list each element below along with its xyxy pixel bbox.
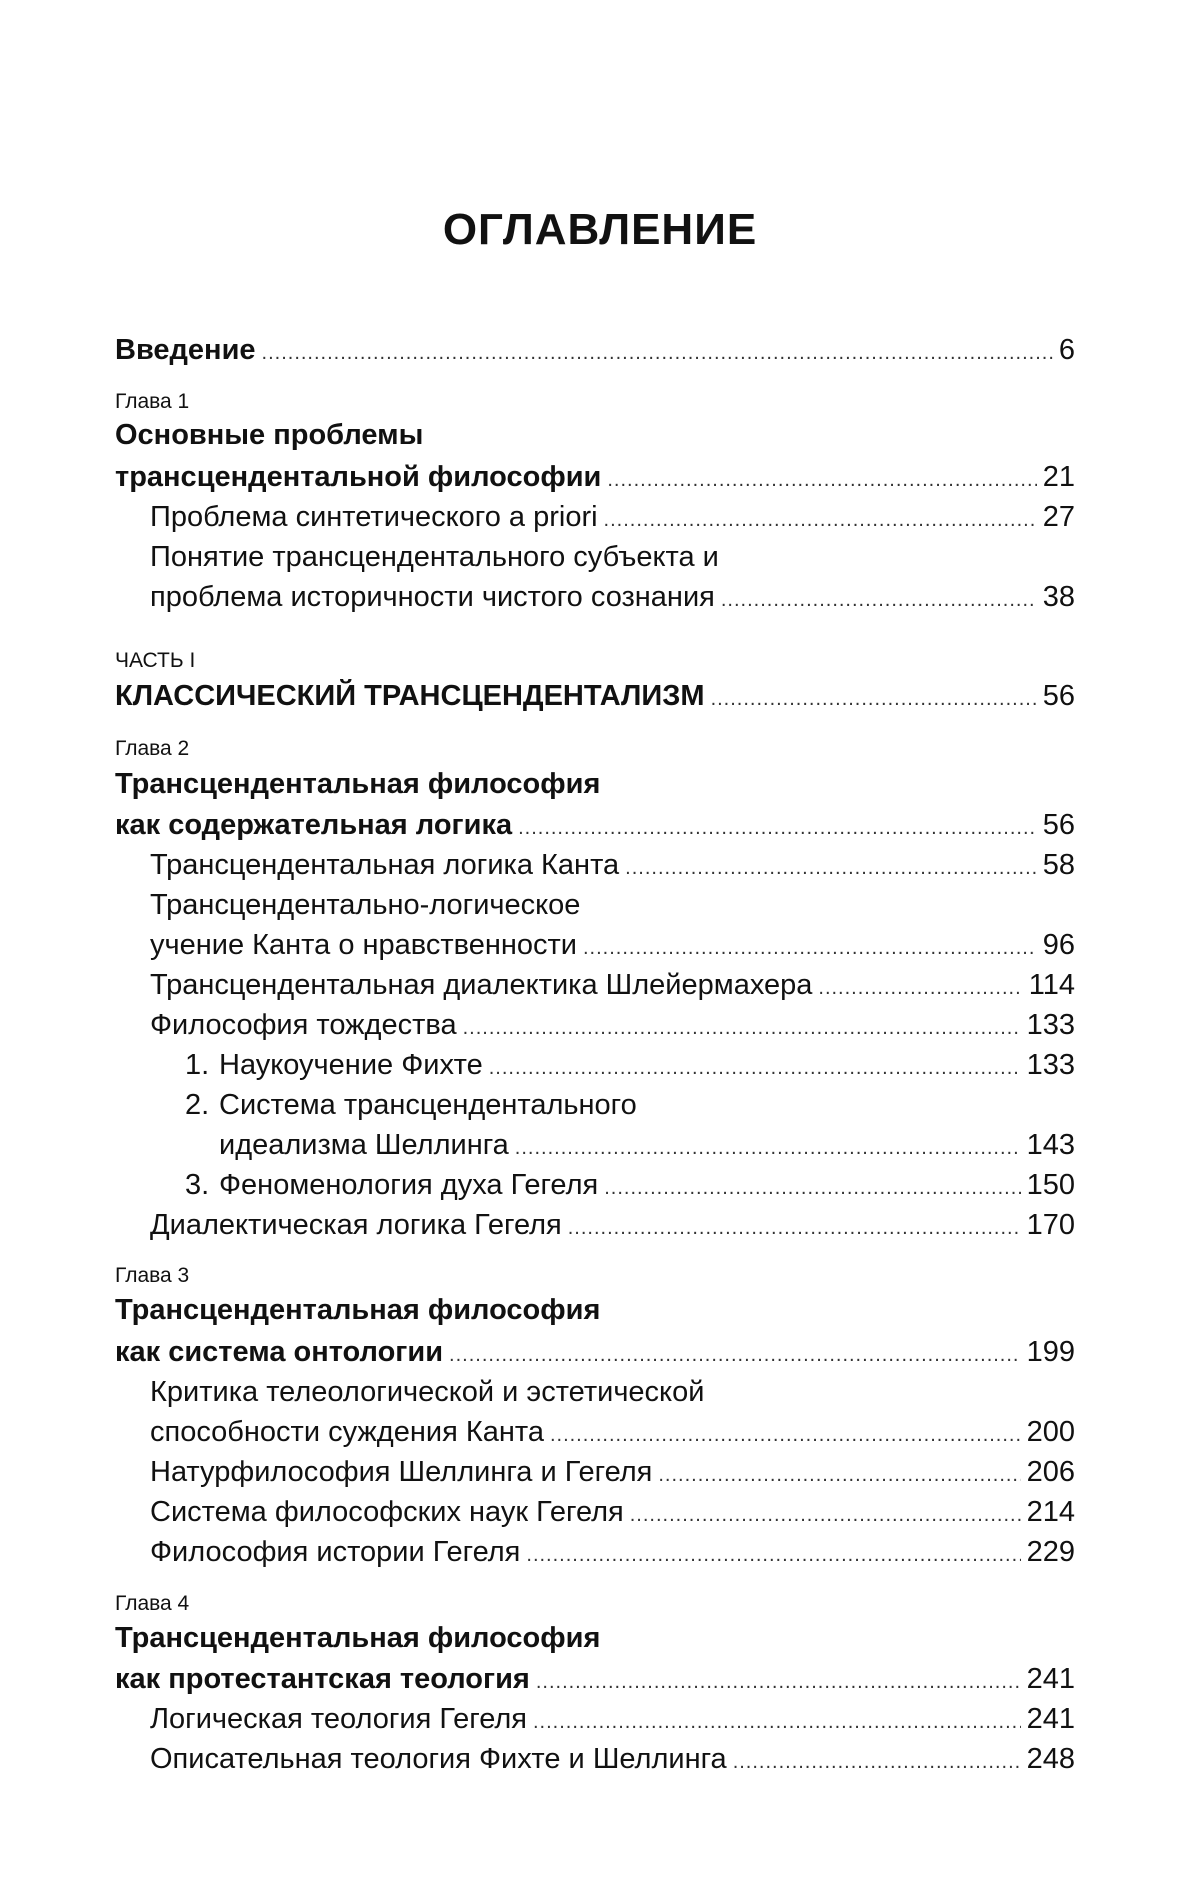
toc-entry-section xyxy=(150,1412,1075,1455)
page-number: 199 xyxy=(1026,1336,1075,1368)
page-number: 143 xyxy=(1026,1129,1075,1161)
page-number: 206 xyxy=(1026,1456,1075,1488)
entry-label: Натурфилософия Шеллинга и Гегеля xyxy=(150,1456,653,1488)
page-title: ОГЛАВЛЕНИЕ xyxy=(442,205,758,254)
chapter-caption: Глава 3 xyxy=(115,1264,190,1287)
section-title-line: Понятие трансцендентального субъекта и xyxy=(150,541,719,573)
item-number: 1. xyxy=(185,1049,210,1081)
dot-leader xyxy=(550,1415,1021,1455)
toc-entry-introduction xyxy=(115,330,1075,373)
toc-entry-part-1 xyxy=(115,676,1075,719)
page-number: 96 xyxy=(1042,929,1075,961)
entry-label: Система философских наук Гегеля xyxy=(150,1496,624,1528)
dot-leader xyxy=(526,1535,1020,1575)
section-title-line: Критика телеологической и эстетической xyxy=(150,1376,705,1408)
entry-label: Философия тождества xyxy=(150,1009,457,1041)
toc-entry-section xyxy=(150,497,1075,540)
toc-entry-section xyxy=(150,1699,1075,1742)
entry-label: проблема историчности чистого сознания xyxy=(150,581,715,613)
dot-leader xyxy=(607,460,1036,500)
toc-entry-subsection xyxy=(185,1045,1075,1088)
toc-entry-chapter-2 xyxy=(115,805,1075,848)
page-number: 27 xyxy=(1042,501,1075,533)
part-caption: ЧАСТЬ I xyxy=(115,649,196,672)
dot-leader xyxy=(583,928,1037,968)
dot-leader xyxy=(711,679,1037,719)
dot-leader xyxy=(630,1495,1021,1535)
dot-leader xyxy=(533,1702,1021,1742)
dot-leader xyxy=(658,1455,1020,1495)
chapter-title-line: Основные проблемы xyxy=(115,419,424,451)
toc-entry-chapter-4 xyxy=(115,1659,1075,1702)
item-label: Наукоучение Фихте xyxy=(219,1049,483,1081)
entry-label: как содержательная логика xyxy=(115,809,513,841)
entry-label: Философия истории Гегеля xyxy=(150,1536,521,1568)
dot-leader xyxy=(518,808,1037,848)
toc-entry-chapter-3 xyxy=(115,1332,1075,1375)
chapter-caption: Глава 4 xyxy=(115,1592,190,1615)
toc-entry-section xyxy=(150,965,1075,1008)
dot-leader xyxy=(568,1208,1021,1248)
entry-label: как система онтологии xyxy=(115,1336,444,1368)
entry-label: Введение xyxy=(115,334,256,366)
item-label: Феноменология духа Гегеля xyxy=(219,1169,599,1201)
dot-leader xyxy=(536,1662,1021,1702)
dot-leader xyxy=(262,333,1053,373)
dot-leader xyxy=(489,1048,1021,1088)
dot-leader xyxy=(604,500,1037,540)
chapter-caption: Глава 1 xyxy=(115,390,190,413)
entry-label: Трансцендентальная диалектика Шлейермахера xyxy=(150,969,813,1001)
toc-entry-chapter-1 xyxy=(115,457,1075,500)
item-number: 2. xyxy=(185,1089,210,1121)
item-label: Система трансцендентального xyxy=(219,1089,637,1121)
entry-label: Трансцендентальная логика Канта xyxy=(150,849,620,881)
dot-leader xyxy=(733,1742,1021,1782)
toc-entry-section xyxy=(150,1532,1075,1575)
chapter-caption: Глава 2 xyxy=(115,737,190,760)
page-number: 56 xyxy=(1042,809,1075,841)
entry-label: как протестантская теология xyxy=(115,1663,530,1695)
page-number: 133 xyxy=(1026,1049,1075,1081)
toc-entry-section xyxy=(150,1492,1075,1535)
dot-leader xyxy=(625,848,1037,888)
page-number: 133 xyxy=(1026,1009,1075,1041)
page-number: 241 xyxy=(1026,1663,1075,1695)
entry-label xyxy=(185,1045,483,1085)
dot-leader xyxy=(463,1008,1021,1048)
entry-label: Логическая теология Гегеля xyxy=(150,1703,527,1735)
page-number: 38 xyxy=(1042,581,1075,613)
dot-leader xyxy=(721,580,1037,620)
toc-entry-subsection xyxy=(185,1165,1075,1208)
chapter-title-line: Трансцендентальная философия xyxy=(115,1622,601,1654)
chapter-title-line: Трансцендентальная философия xyxy=(115,768,601,800)
entry-label: Проблема синтетического a priori xyxy=(150,501,598,533)
entry-label: Описательная теология Фихте и Шеллинга xyxy=(150,1743,727,1775)
toc-entry-section xyxy=(150,1452,1075,1495)
dot-leader xyxy=(818,968,1022,1008)
page-number: 248 xyxy=(1026,1743,1075,1775)
dot-leader xyxy=(515,1128,1021,1168)
dot-leader xyxy=(449,1335,1021,1375)
page-number: 58 xyxy=(1042,849,1075,881)
toc-entry-subsection xyxy=(219,1125,1075,1168)
page-number: 214 xyxy=(1026,1496,1075,1528)
item-number: 3. xyxy=(185,1169,210,1201)
dot-leader xyxy=(604,1168,1020,1208)
toc-entry-section xyxy=(150,1739,1075,1782)
entry-label: способности суждения Канта xyxy=(150,1416,544,1448)
page-number: 114 xyxy=(1028,969,1075,1001)
chapter-title-line: Трансцендентальная философия xyxy=(115,1294,601,1326)
toc-entry-section xyxy=(150,925,1075,968)
entry-label: Диалектическая логика Гегеля xyxy=(150,1209,562,1241)
entry-label xyxy=(185,1165,598,1205)
toc-entry-section xyxy=(150,1205,1075,1248)
page-number: 170 xyxy=(1026,1209,1075,1241)
page-number: 21 xyxy=(1042,461,1075,493)
entry-label: трансцендентальной философии xyxy=(115,461,602,493)
page-number: 56 xyxy=(1042,680,1075,712)
entry-label: учение Канта о нравственности xyxy=(150,929,577,961)
page-number: 6 xyxy=(1058,334,1075,366)
toc-entry-section xyxy=(150,845,1075,888)
toc-entry-section xyxy=(150,1005,1075,1048)
entry-label: КЛАССИЧЕСКИЙ ТРАНСЦЕНДЕНТАЛИЗМ xyxy=(115,680,705,712)
page-number: 229 xyxy=(1026,1536,1075,1568)
toc-entry-section xyxy=(150,577,1075,620)
page-number: 200 xyxy=(1026,1416,1075,1448)
section-title-line: Трансцендентально-логическое xyxy=(150,889,581,921)
page-number: 150 xyxy=(1026,1169,1075,1201)
subsection-title-line xyxy=(185,1085,637,1125)
page-number: 241 xyxy=(1026,1703,1075,1735)
entry-label: идеализма Шеллинга xyxy=(219,1129,509,1161)
